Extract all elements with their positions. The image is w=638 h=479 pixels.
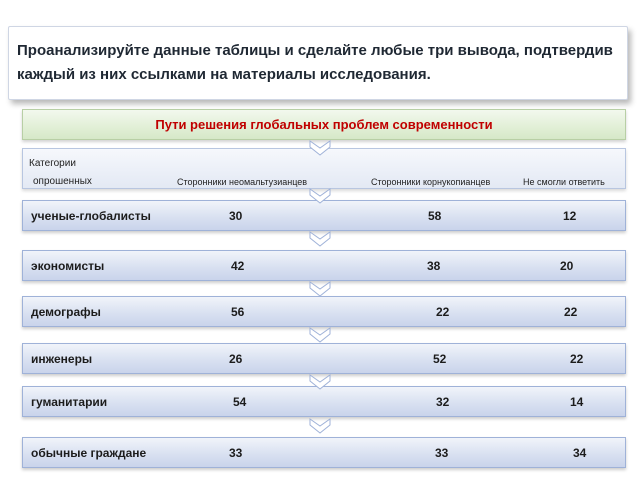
table-row <box>22 296 626 327</box>
table-row <box>22 386 626 417</box>
row-value-no-answer: 22 <box>564 305 578 319</box>
row-value-no-answer: 22 <box>570 352 584 366</box>
row-value-neomalthusians: 56 <box>231 305 245 319</box>
chevron-down-icon <box>309 140 331 156</box>
row-value-neomalthusians: 54 <box>233 395 247 409</box>
row-value-no-answer: 20 <box>560 259 574 273</box>
table-title: Пути решения глобальных проблем современности <box>155 117 493 132</box>
row-value-no-answer: 12 <box>563 209 577 223</box>
task-text: Проанализируйте данные таблицы и сделайте любые три вывода, подтвердив каждый из них ссылками на материалы исследования. <box>17 42 613 83</box>
row-category: демографы <box>31 305 101 319</box>
table-row <box>22 437 626 468</box>
header-col-cornucopians: Сторонники корнукопианцев <box>371 177 491 187</box>
row-value-cornucopians: 38 <box>427 259 441 273</box>
chevron-down-icon <box>309 418 331 434</box>
row-value-cornucopians: 22 <box>436 305 450 319</box>
row-value-no-answer: 34 <box>573 446 587 460</box>
row-category: инженеры <box>31 352 93 366</box>
row-value-neomalthusians: 30 <box>229 209 243 223</box>
row-category: обычные граждане <box>31 446 147 460</box>
table-row <box>22 250 626 281</box>
row-value-cornucopians: 58 <box>428 209 442 223</box>
chevron-down-icon <box>309 374 331 390</box>
header-col-no-answer: Не смогли ответить <box>523 177 605 187</box>
row-category: экономисты <box>31 259 105 273</box>
chevron-down-icon <box>309 231 331 247</box>
table-row <box>22 343 626 374</box>
row-value-cornucopians: 52 <box>433 352 447 366</box>
chevron-down-icon <box>309 281 331 297</box>
row-value-neomalthusians: 33 <box>229 446 243 460</box>
row-value-neomalthusians: 42 <box>231 259 245 273</box>
header-col-neomalthusians: Сторонники неомальтузианцев <box>177 177 308 187</box>
task-text-box <box>8 26 628 100</box>
row-category: гуманитарии <box>31 395 108 409</box>
header-category-label-line2: опрошенных <box>33 176 92 187</box>
row-value-cornucopians: 32 <box>436 395 450 409</box>
row-value-neomalthusians: 26 <box>229 352 243 366</box>
chevron-down-icon <box>309 327 331 343</box>
table-row <box>22 200 626 231</box>
row-value-no-answer: 14 <box>570 395 584 409</box>
header-category-label-line1: Категории <box>29 158 76 169</box>
table-title-bar <box>22 109 626 140</box>
row-category: ученые-глобалисты <box>31 209 151 223</box>
chevron-down-icon <box>309 188 331 204</box>
row-value-cornucopians: 33 <box>435 446 449 460</box>
